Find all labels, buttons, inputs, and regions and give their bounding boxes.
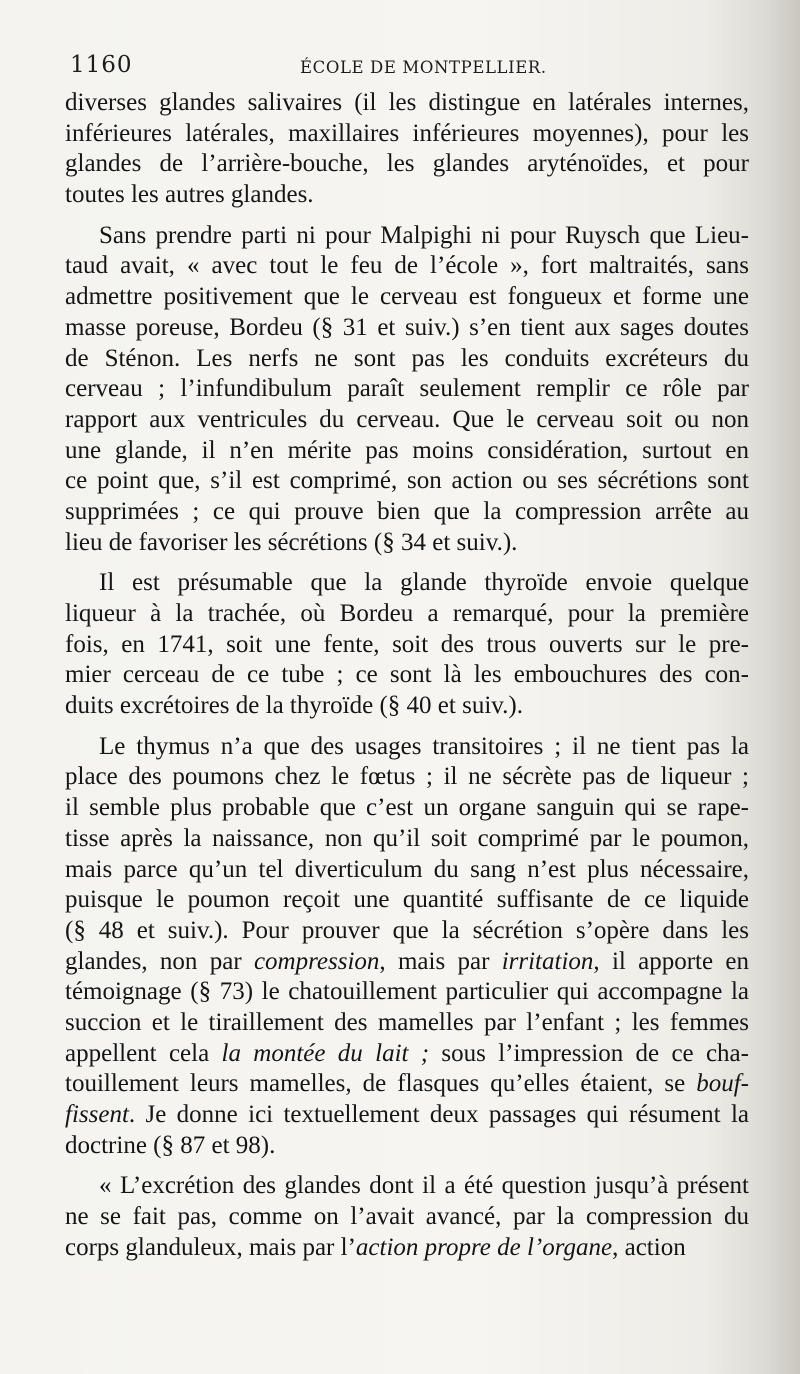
text-line bbox=[65, 1039, 749, 1070]
text-line: duits excrétoires de la thyroïde (§ 40 et suiv.). bbox=[65, 692, 523, 720]
text-line: doctrine (§ 87 et 98). bbox=[65, 1131, 276, 1159]
paragraph bbox=[65, 88, 749, 211]
paragraph-gap bbox=[65, 722, 749, 732]
page-number: 1160 bbox=[70, 52, 133, 78]
text-line: masse poreuse, Bordeu (§ 31 et suiv.) s’en tient aux sages doutes bbox=[65, 313, 749, 341]
paragraph bbox=[65, 221, 749, 559]
body-text bbox=[65, 88, 749, 1263]
italic-text: compression bbox=[253, 947, 380, 975]
text-line: taud avait, « avec tout le feu de l’école », fort maltraités, sans bbox=[65, 252, 749, 280]
text-segment: appellent cela bbox=[65, 1039, 222, 1067]
paragraph-gap bbox=[65, 1161, 749, 1171]
text-segment: , mais par bbox=[379, 947, 502, 975]
text-line: toutes les autres glandes. bbox=[65, 181, 314, 209]
text-line: puisque le poumon reçoit une quantité suffisante de ce liquide bbox=[65, 886, 749, 914]
paragraph bbox=[65, 732, 749, 1162]
text-line: de Sténon. Les nerfs ne sont pas les conduits excréteurs du bbox=[65, 344, 749, 372]
text-segment: corps glanduleux, mais par l’ bbox=[65, 1233, 356, 1261]
text-line: glandes de l’arrière-bouche, les glandes aryténoïdes, et pour bbox=[65, 150, 749, 178]
text-line: lieu de favoriser les sécrétions (§ 34 et suiv.). bbox=[65, 528, 518, 556]
text-line: mais parce qu’un tel diverticulum du sang n’est plus nécessaire, bbox=[65, 855, 749, 883]
text-segment: . Je donne ici textuellement deux passages qui résument la bbox=[128, 1101, 749, 1128]
text-line: ce point que, s’il est comprimé, son action ou ses sécrétions sont bbox=[65, 467, 749, 495]
text-line: supprimées ; ce qui prouve bien que la compression arrête au bbox=[65, 497, 749, 525]
text-line: témoignage (§ 73) le chatouillement particulier qui accompagne la bbox=[65, 978, 749, 1006]
text-line: tisse après la naissance, non qu’il soit comprimé par le poumon, bbox=[65, 824, 749, 852]
paragraph bbox=[65, 568, 749, 721]
italic-text: irritation bbox=[501, 947, 594, 975]
text-line: mier cerceau de ce tube ; ce sont là les embouchures des con- bbox=[65, 661, 749, 689]
italic-text: bouf- bbox=[696, 1070, 749, 1098]
text-segment: sous l’impression de ce cha- bbox=[429, 1039, 749, 1067]
italic-text: action propre de l’organe bbox=[355, 1233, 613, 1261]
text-line: cerveau ; l’infundibulum paraît seulement remplir ce rôle par bbox=[65, 375, 749, 403]
text-line bbox=[65, 947, 749, 978]
paragraph-gap bbox=[65, 558, 749, 568]
text-line: place des poumons chez le fœtus ; il ne sécrète pas de liqueur ; bbox=[65, 763, 749, 791]
italic-text: la montée du lait ; bbox=[221, 1039, 430, 1067]
text-line: (§ 48 et suiv.). Pour prouver que la sécrétion s’opère dans les bbox=[65, 916, 749, 944]
text-segment: , il apporte en bbox=[593, 947, 749, 975]
paragraph-gap bbox=[65, 211, 749, 221]
text-line: une glande, il n’en mérite pas moins considération, surtout en bbox=[65, 436, 749, 464]
text-line: diverses glandes salivaires (il les distingue en latérales internes, bbox=[65, 89, 749, 116]
text-line: inférieures latérales, maxillaires inférieures moyennes), pour les bbox=[65, 119, 749, 147]
text-segment: , action bbox=[612, 1233, 686, 1261]
text-line: « L’excrétion des glandes dont il a été question jusqu’à présent bbox=[99, 1172, 749, 1200]
text-segment: glandes, non par bbox=[65, 947, 254, 975]
running-head bbox=[70, 52, 760, 82]
text-line: rapport aux ventricules du cerveau. Que le cerveau soit ou non bbox=[65, 405, 749, 433]
text-line: il semble plus probable que c’est un organe sanguin qui se rape- bbox=[65, 794, 749, 822]
text-line: admettre positivement que le cerveau est fongueux et forme une bbox=[65, 283, 749, 311]
text-line bbox=[65, 1100, 749, 1131]
text-line: Il est présumable que la glande thyroïde envoie quelque bbox=[99, 569, 749, 597]
text-line: liqueur à la trachée, où Bordeu a remarqué, pour la première bbox=[65, 600, 749, 627]
text-line bbox=[65, 1069, 749, 1100]
text-line: Sans prendre parti ni pour Malpighi ni pour Ruysch que Lieu- bbox=[99, 221, 749, 249]
text-line: Le thymus n’a que des usages transitoires ; il ne tient pas la bbox=[99, 732, 749, 760]
text-segment: touillement leurs mamelles, de flasques qu’elles étaient, se bbox=[65, 1070, 697, 1098]
text-line: ne se fait pas, comme on l’avait avancé, par la compression du bbox=[65, 1203, 749, 1231]
italic-text: fissent bbox=[65, 1101, 129, 1128]
paragraph bbox=[65, 1171, 749, 1263]
text-line: fois, en 1741, soit une fente, soit des trous ouverts sur le pre- bbox=[65, 630, 749, 658]
text-line: succion et le tiraillement des mamelles par l’enfant ; les femmes bbox=[65, 1008, 749, 1036]
text-line bbox=[65, 1233, 749, 1264]
running-title: ÉCOLE DE MONTPELLIER. bbox=[300, 58, 547, 77]
